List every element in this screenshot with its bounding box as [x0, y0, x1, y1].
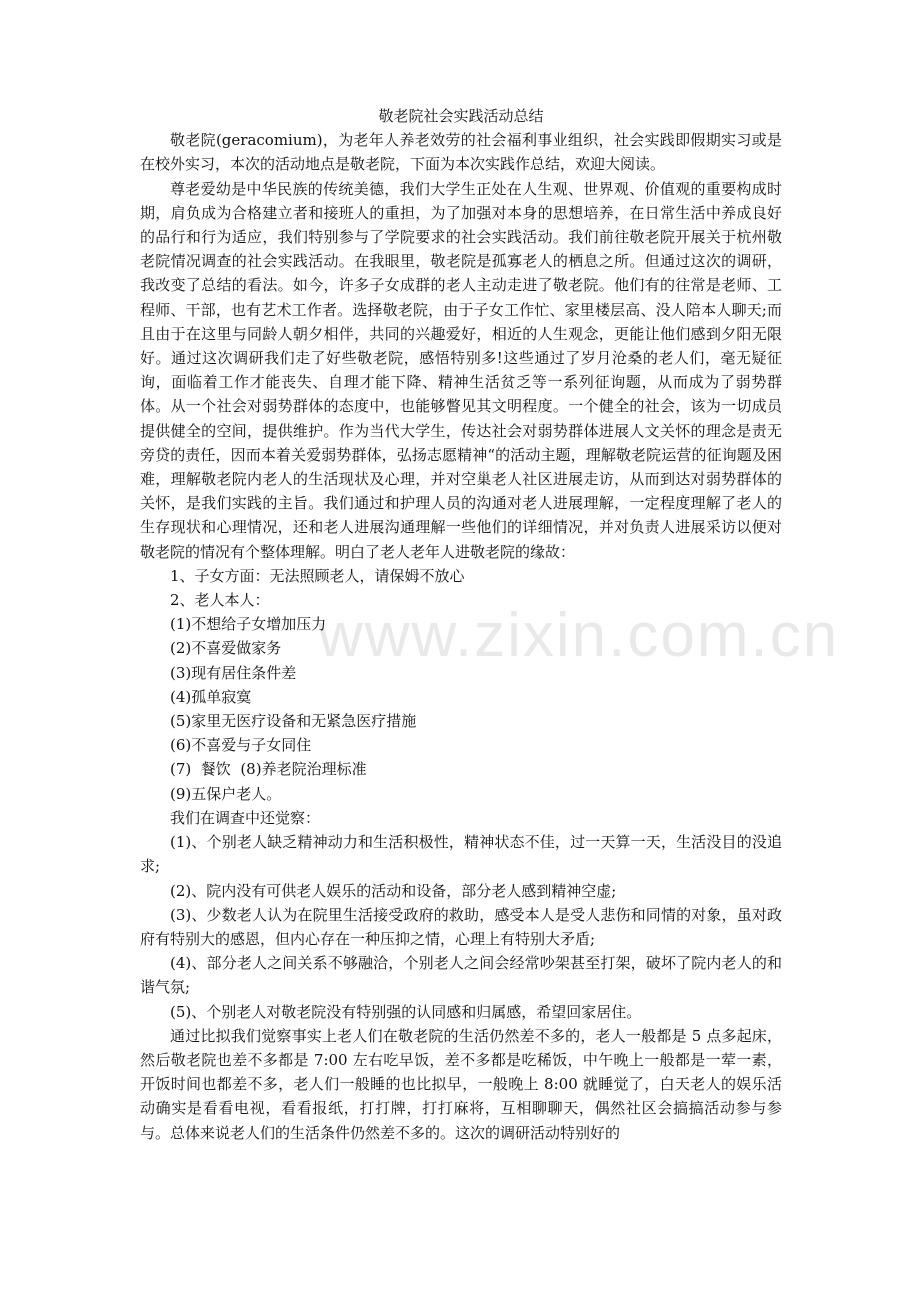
list-item: (1)不想给子女增加压力 — [170, 615, 327, 634]
list-item: (2)、院内没有可供老人娱乐的活动和设备，部分老人感到精神空虚; — [170, 881, 617, 900]
reasons-list — [140, 564, 782, 806]
list-item: (5)家里无医疗设备和无紧急医疗措施 — [170, 712, 417, 731]
list-item: 2、老人本人： — [170, 591, 270, 610]
body-paragraph: 尊老爱幼是中华民族的传统美德，我们大学生正处在人生观、世界观、价值观的重要构成时期，肩负成为合格建立者和接班人的重担，为了加强对本身的思想培养，在日常生活中养成良好的品行和行为适应，我们特别参与了学院要求的社会实践活动。我们前往敬老院开展关于杭州敬老院情况调查的社会实践活动。在我眼里，敬老院是孤寡老人的栖息之所。但通过这次的调研，我改变了总结的看法。如今，许多子女成群的老人主动走进了敬老院。他们有的往常是老师、工程师、干部，也有艺术工作者。选择敬老院，由于子女工作忙、家里楼层高、没人陪本人聊天;而且由于在这里与同龄人朝夕相伴，共同的兴趣爱好，相近的人生观念，更能让他们感到夕阳无限好。通过这次调研我们走了好些敬老院，感悟特别多!这些通过了岁月沧桑的老人们，毫无疑征询，面临着工作才能丧失、自理才能下降、精神生活贫乏等一系列征询题，从而成为了弱势群体。从一个社会对弱势群体的态度中，也能够瞥见其文明程度。一个健全的社会，该为一切成员提供健全的空间，提供维护。作为当代大学生，传达社会对弱势群体进展人文关怀的理念是责无旁贷的责任，因而本着关爱弱势群体，弘扬志愿精神“的活动主题，理解敬老院运营的征询题及困难，理解敬老院内老人的生活现状及心理，并对空巢老人社区进展走访，从而到达对弱势群体的关怀，是我们实践的主旨。我们通过和护理人员的沟通对老人进展理解，一定程度理解了老人的生存现状和心理情况，还和老人进展沟通理解一些他们的详细情况，并对负责人进展采访以便对敬老院的情况有个整体理解。明白了老人老年人进敬老院的缘故： — [140, 179, 782, 561]
list-item: (1)、个别老人缺乏精神动力和生活积极性，精神状态不佳，过一天算一天，生活没目的没追求; — [140, 833, 782, 876]
findings-list — [140, 830, 782, 1024]
list-item: (6)不喜爱与子女同住 — [170, 736, 312, 755]
list-item: (3)、少数老人认为在院里生活接受政府的救助，感受本人是受人悲伤和同情的对象，虽对政府有特别大的感恩，但内心存在一种压抑之情，心理上有特别大矛盾; — [140, 905, 782, 948]
closing-paragraph: 通过比拟我们觉察事实上老人们在敬老院的生活仍然差不多的，老人一般都是 5 点多起床，然后敬老院也差不多都是 7:00 左右吃早饭，差不多都是吃稀饭，中午晚上一般都是一荤一素，开饭时间也都差不多，老人们一般睡的也比拟早，一般晚上 8:00 就睡觉了，白天老人的娱乐活动确实是看看电视，看看报纸，打打牌，打打麻将，互相聊聊天，偶然社区会搞搞活动参与参与。总体来说老人们的生活条件仍然差不多的。这次的调研活动特别好的 — [140, 1026, 782, 1142]
watermark: www.zixin.com.cn — [318, 601, 840, 670]
list-item: (9)五保户老人。 — [170, 784, 282, 803]
list-item: (2)不喜爱做家务 — [170, 639, 282, 658]
document-body — [140, 104, 782, 1145]
intro-paragraph: 敬老院(geracomium)，为老年人养老效劳的社会福利事业组织，社会实践即假期实习或是在校外实习，本次的活动地点是敬老院，下面为本次实践作总结，欢迎大阅读。 — [140, 131, 782, 174]
list-item: (5)、个别老人对敬老院没有特别强的认同感和归属感，希望回家居住。 — [170, 1002, 642, 1021]
list-item: (3)现有居住条件差 — [170, 663, 297, 682]
document-title: 敬老院社会实践活动总结 — [378, 107, 544, 125]
list-item: (7) 餐饮 (8)养老院治理标准 — [170, 760, 367, 779]
list-item: (4)孤单寂寞 — [170, 687, 252, 706]
list-item: (4)、部分老人之间关系不够融洽，个别老人之间会经常吵架甚至打架，破坏了院内老人的和谐气氛; — [140, 954, 782, 997]
findings-heading: 我们在调查中还觉察： — [170, 808, 321, 827]
list-item: 1、子女方面：无法照顾老人，请保姆不放心 — [170, 566, 465, 585]
